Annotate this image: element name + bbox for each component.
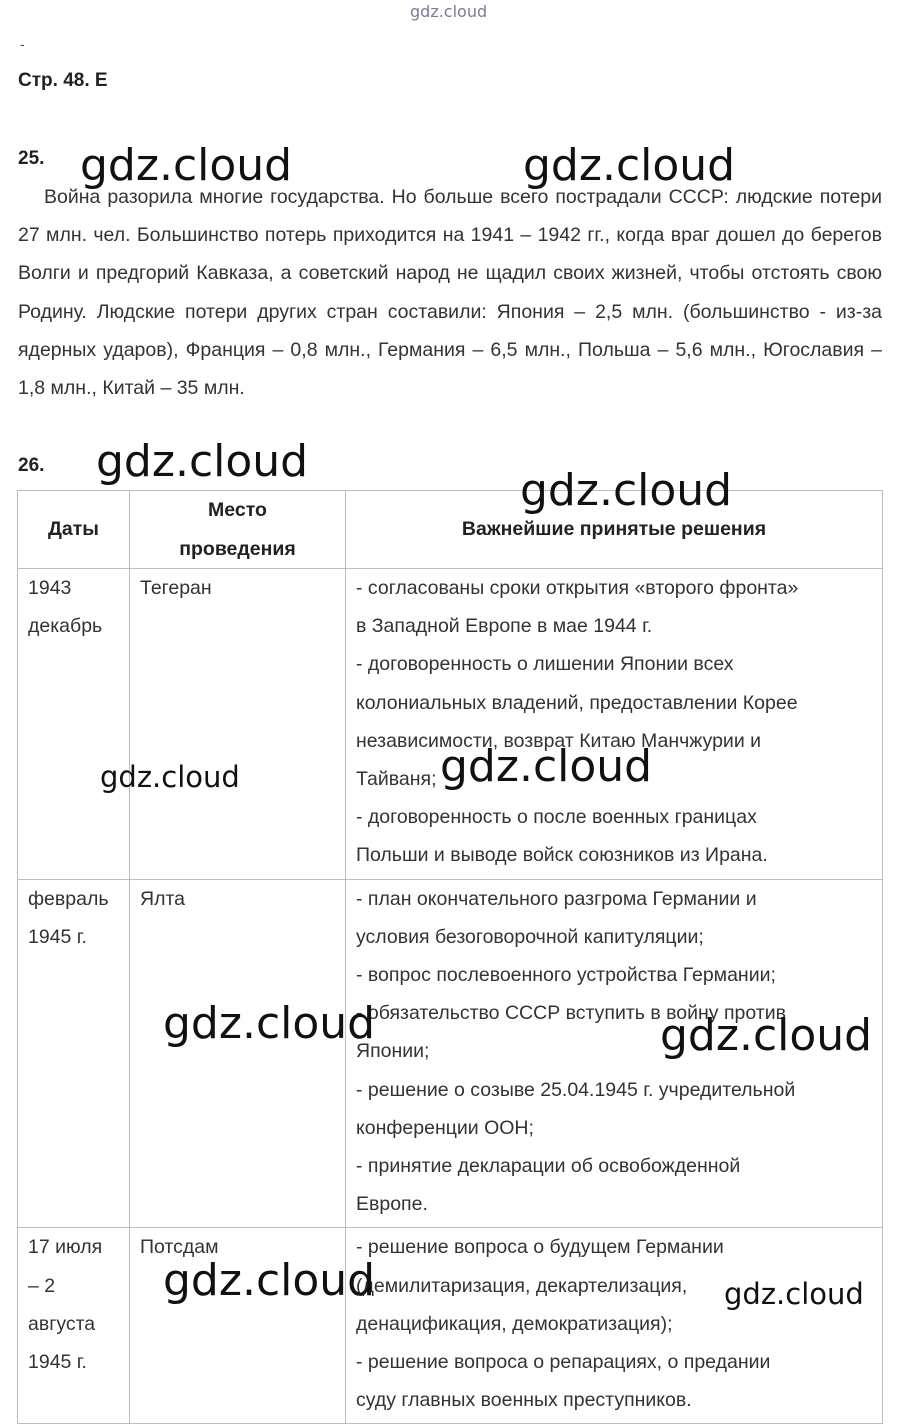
decision-line: Европе. xyxy=(356,1193,428,1216)
decision-line: - план окончательного разгрома Германии и xyxy=(356,887,757,910)
decision-line: в Западной Европе в мае 1944 г. xyxy=(356,615,653,638)
cell-date xyxy=(18,879,130,1228)
header-decisions: Важнейшие принятые решения xyxy=(346,491,883,569)
decision-line: - решение вопроса о репарациях, о предании xyxy=(356,1351,771,1374)
watermark: gdz.cloud xyxy=(523,140,736,191)
decision-line: - договоренность о лишении Японии всех xyxy=(356,653,734,676)
task-25-number: 25. xyxy=(18,148,45,169)
date-line: – 2 xyxy=(28,1274,56,1297)
header-place: Место проведения xyxy=(130,491,346,569)
task-25-text: Война разорила многие государства. Но больше всего пострадали СССР: людские потери 27 млн. чел. Большинство потерь приходится на 1941 – 1942 гг., когда враг дошел до берегов Волги и предгорий Кавказа, а советский народ не щадил своих жизней, чтобы отстоять свою Родину. Людские потери других стран составили: Япония – 2,5 млн. (большинство - из-за ядерных ударов), Франция – 0,8 млн., Германия – 6,5 млн., Польша – 5,6 млн., Югославия – 1,8 млн., Китай – 35 млн. xyxy=(18,186,882,400)
date-line: декабрь xyxy=(28,615,103,638)
watermark: gdz.cloud xyxy=(724,1277,864,1311)
date-line: февраль xyxy=(28,887,109,910)
watermark: gdz.cloud xyxy=(100,760,240,794)
watermark: gdz.cloud xyxy=(96,436,309,487)
decision-line: - решение вопроса о будущем Германии xyxy=(356,1236,724,1259)
cell-place xyxy=(130,569,346,880)
date-line: 17 июля xyxy=(28,1236,103,1259)
page-heading: Стр. 48. Е xyxy=(18,70,108,91)
table-header-row xyxy=(18,491,883,569)
table-row xyxy=(18,569,883,880)
decision-line: (демилитаризация, декартелизация, xyxy=(356,1274,688,1297)
header-dates: Даты xyxy=(18,491,130,569)
decision-line: Японии; xyxy=(356,1040,430,1063)
date-line: 1943 xyxy=(28,577,72,599)
cell-decisions xyxy=(346,569,883,880)
task-26-number: 26. xyxy=(18,455,45,476)
place-text: Тегеран xyxy=(140,577,212,599)
watermark: gdz.cloud xyxy=(163,1255,376,1306)
watermark: gdz.cloud xyxy=(440,741,653,792)
decision-line: - решение о созыве 25.04.1945 г. учредительной xyxy=(356,1078,796,1101)
date-line: августа xyxy=(28,1312,96,1335)
decision-line: денацификация, демократизация); xyxy=(356,1312,673,1335)
decision-line: Польши и выводе войск союзников из Ирана. xyxy=(356,844,768,867)
decision-line: Тайваня; xyxy=(356,768,437,791)
date-line: 1945 г. xyxy=(28,925,87,948)
site-watermark-top: gdz.cloud xyxy=(410,2,488,21)
decision-line: независимости, возврат Китаю Манчжурии и xyxy=(356,729,762,752)
decision-line: конференции ООН; xyxy=(356,1116,534,1139)
decision-line: колониальных владений, предоставлении Корее xyxy=(356,691,798,714)
date-line: 1945 г. xyxy=(28,1351,87,1374)
cell-date xyxy=(18,1228,130,1424)
decision-line: - обязательство СССР вступить в войну против xyxy=(356,1002,786,1025)
watermark: gdz.cloud xyxy=(163,998,376,1049)
stray-dash: - xyxy=(20,36,25,52)
cell-decisions xyxy=(346,1228,883,1424)
decision-line: - согласованы сроки открытия «второго фронта» xyxy=(356,577,799,599)
table-row xyxy=(18,1228,883,1424)
watermark: gdz.cloud xyxy=(520,465,733,516)
decision-line: - принятие декларации об освобожденной xyxy=(356,1155,741,1178)
place-text: Ялта xyxy=(140,887,186,910)
decision-line: суду главных военных преступников. xyxy=(356,1389,692,1412)
decision-line: условия безоговорочной капитуляции; xyxy=(356,925,704,948)
watermark: gdz.cloud xyxy=(660,1010,873,1061)
cell-place xyxy=(130,879,346,1228)
decision-line: - договоренность о после военных границах xyxy=(356,806,757,829)
decision-line: - вопрос послевоенного устройства Германии; xyxy=(356,964,776,987)
cell-date xyxy=(18,569,130,880)
place-text: Потсдам xyxy=(140,1236,219,1259)
watermark: gdz.cloud xyxy=(80,140,293,191)
